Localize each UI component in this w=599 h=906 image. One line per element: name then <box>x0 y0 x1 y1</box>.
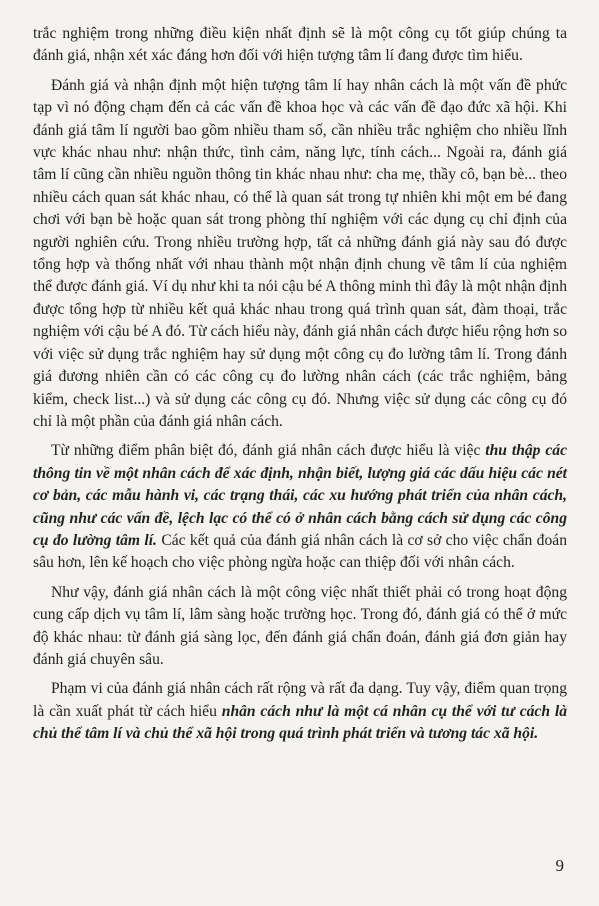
paragraph-text: Phạm vi của đánh giá nhân cách rất rộng và rất đa dạng. Tuy vậy, điểm quan trọng là cần xuất phát từ cách hiểu <box>33 680 567 720</box>
paragraph <box>33 582 567 672</box>
paragraph <box>33 678 567 745</box>
paragraph <box>33 75 567 434</box>
paragraph-text: Như vậy, đánh giá nhân cách là một công việc nhất thiết phải có trong hoạt động cung cấp dịch vụ tâm lí, lâm sàng hoặc trường học. Trong đó, đánh giá có thể ở mức độ khác nhau: từ đánh giá sàng lọc, đến đánh giá chẩn đoán, đánh giá đơn giản hay đánh giá chuyên sâu. <box>33 583 567 668</box>
paragraph <box>33 440 567 574</box>
paragraph <box>33 23 567 68</box>
paragraph-text: trắc nghiệm trong những điều kiện nhất định sẽ là một công cụ tốt giúp chúng ta đánh giá, nhận xét xác đáng hơn đối với hiện tượng tâm lí đang được tìm hiểu. <box>33 25 567 65</box>
page-number: 9 <box>555 856 564 875</box>
paragraph-text: Từ những điểm phân biệt đó, đánh giá nhân cách được hiểu là việc <box>51 442 486 460</box>
body-text <box>33 23 567 753</box>
emphasized-text: thu thập các thông tin về một nhân cách để xác định, nhận biết, lượng giá các dấu hiệu các nét cơ bản, các mẫu hành vi, các trạng thái, các xu hướng phát triển của nhân cách, cũng như các vấn đề, lệch lạc có thể có ở nhân cách bằng cách sử dụng các công cụ đo lường tâm lí. <box>33 442 567 549</box>
paragraph-text: Đánh giá và nhận định một hiện tượng tâm lí hay nhân cách là một vấn đề phức tạp vì nó động chạm đến cả các vấn đề khoa học và các vấn đề đạo đức xã hội. Khi đánh giá tâm lí người bao gồm nhiều tham số, cần nhiều trắc nghiệm cho nhiều lĩnh vực khác nhau như: nhận thức, tình cảm, năng lực, tính cách... Ngoài ra, đánh giá tâm lí cũng cần nhiều nguồn thông tin khác nhau như: cha mẹ, thầy cô, bạn bè... theo nhiều cách quan sát khác nhau, có thể là quan sát trong tự nhiên khi một em bé đang chơi với bạn bè hoặc quan sát trong phòng thí nghiệm với các dụng cụ chỉ định của người nghiên cứu. Trong nhiều trường hợp, tất cả những đánh giá này sau đó được tổng hợp và thống nhất với nhau thành một nhận định chung về tâm lí của nghiệm thể được đánh giá. Ví dụ như khi ta nói cậu bé A thông minh thì đây là một nhận định được tổng hợp từ nhiều kết quả khác nhau trong quá trình quan sát, đàm thoại, trắc nghiệm với cậu bé A đó. Từ cách hiểu này, đánh giá nhân cách được hiểu rộng hơn so với việc sử dụng trắc nghiệm hay sử dụng một công cụ đo lường tâm lí. Trong đánh giá đương nhiên cần có các công cụ đo lường nhân cách (các trắc nghiệm, bảng kiểm, check list...) và sử dụng các công cụ đó. Nhưng việc sử dụng các công cụ đó chỉ là một phần của đánh giá nhân cách. <box>33 76 568 430</box>
emphasized-text: nhân cách như là một cá nhân cụ thể với tư cách là chủ thể tâm lí và chủ thể xã hội trong quá trình phát triển và tương tác xã hội. <box>33 702 567 743</box>
paragraph-text: Các kết quả của đánh giá nhân cách là cơ sở cho việc chẩn đoán sâu hơn, lên kế hoạch cho việc phòng ngừa hoặc can thiệp đối với nhân cách. <box>33 531 567 572</box>
